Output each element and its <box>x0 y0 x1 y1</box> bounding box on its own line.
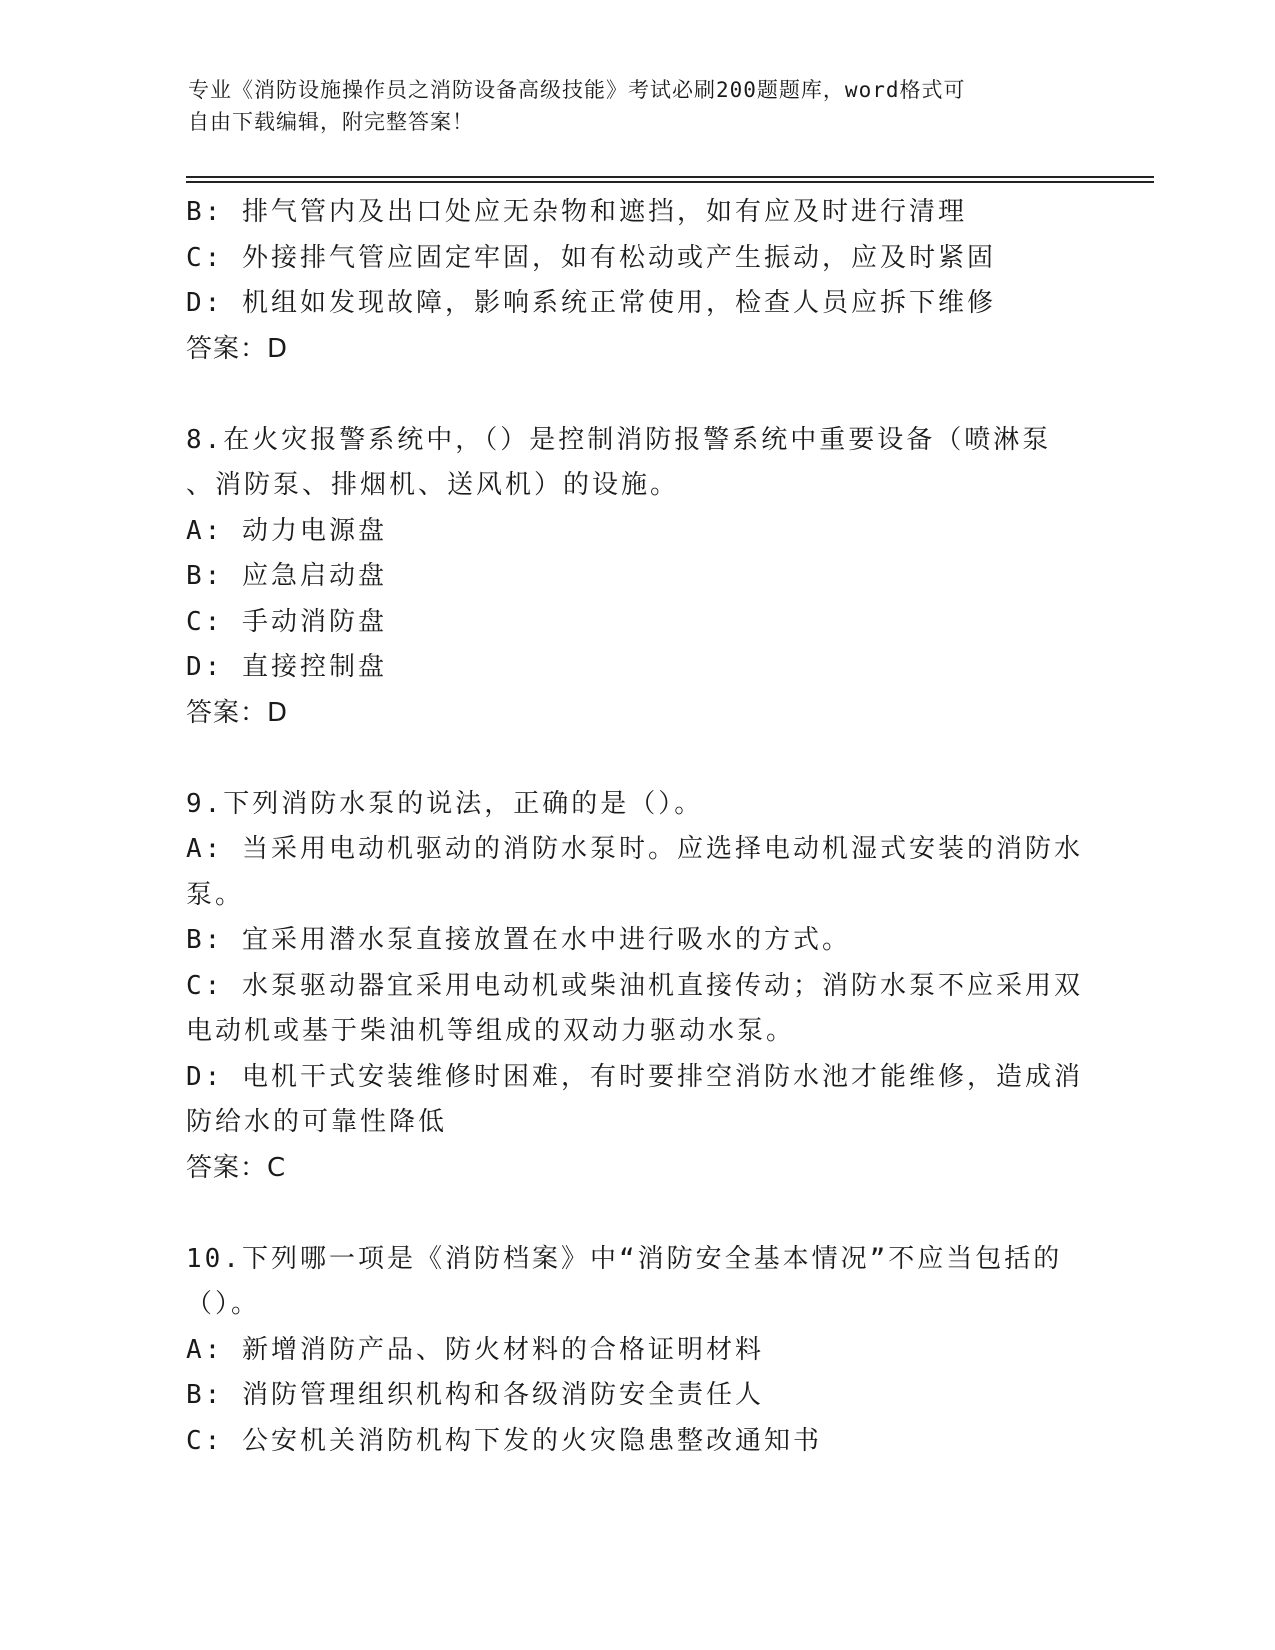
header-divider-top <box>186 176 1154 178</box>
question-7 <box>186 190 1086 372</box>
question-8 <box>186 418 1086 737</box>
option-b: B: 排气管内及出口处应无杂物和遮挡，如有应及时进行清理 <box>186 197 967 227</box>
spacer <box>186 736 1086 782</box>
option-b: B: 消防管理组织机构和各级消防安全责任人 <box>186 1380 764 1410</box>
option-d-continued: 防给水的可靠性降低 <box>186 1107 448 1137</box>
answer: 答案：C <box>186 1152 287 1183</box>
option-a: A: 新增消防产品、防火材料的合格证明材料 <box>186 1334 764 1365</box>
option-c-continued: 电动机或基于柴油机等组成的双动力驱动水泵。 <box>186 1016 796 1046</box>
question-text: 8.在火灾报警系统中，（）是控制消防报警系统中重要设备（喷淋泵 <box>186 424 1052 455</box>
question-list <box>186 190 1086 1464</box>
option-a: A: 动力电源盘 <box>186 515 387 546</box>
option-c: C: 公安机关消防机构下发的火灾隐患整改通知书 <box>186 1425 822 1456</box>
spacer <box>186 372 1086 418</box>
answer: 答案：D <box>186 697 289 728</box>
option-c: C: 水泵驱动器宜采用电动机或柴油机直接传动；消防水泵不应采用双 <box>186 970 1083 1001</box>
question-text: 9.下列消防水泵的说法，正确的是（）。 <box>186 788 704 819</box>
option-d: D: 电机干式安装维修时困难，有时要排空消防水池才能维修，造成消 <box>186 1061 1083 1092</box>
header-line-2: 自由下载编辑，附完整答案！ <box>188 110 474 134</box>
option-b: B: 宜采用潜水泵直接放置在水中进行吸水的方式。 <box>186 925 851 955</box>
option-c: C: 手动消防盘 <box>186 606 387 637</box>
question-text-continued: 、消防泵、排烟机、送风机）的设施。 <box>186 470 680 500</box>
option-b: B: 应急启动盘 <box>186 561 387 591</box>
document-header <box>188 74 1068 138</box>
spacer <box>186 1191 1086 1237</box>
question-text: 10.下列哪一项是《消防档案》中“消防安全基本情况”不应当包括的 <box>186 1243 1063 1274</box>
header-divider-bottom <box>186 181 1154 183</box>
option-a-continued: 泵。 <box>186 879 245 910</box>
answer: 答案：D <box>186 333 289 364</box>
option-c: C: 外接排气管应固定牢固，如有松动或产生振动，应及时紧固 <box>186 242 996 273</box>
question-9 <box>186 782 1086 1192</box>
option-d: D: 机组如发现故障，影响系统正常使用，检查人员应拆下维修 <box>186 288 996 318</box>
option-a: A: 当采用电动机驱动的消防水泵时。应选择电动机湿式安装的消防水 <box>186 834 1083 864</box>
header-line-1: 专业《消防设施操作员之消防设备高级技能》考试必刷200题题库，word格式可 <box>188 78 966 102</box>
question-10 <box>186 1237 1086 1465</box>
option-d: D: 直接控制盘 <box>186 652 387 682</box>
question-text-continued: （）。 <box>186 1289 261 1319</box>
